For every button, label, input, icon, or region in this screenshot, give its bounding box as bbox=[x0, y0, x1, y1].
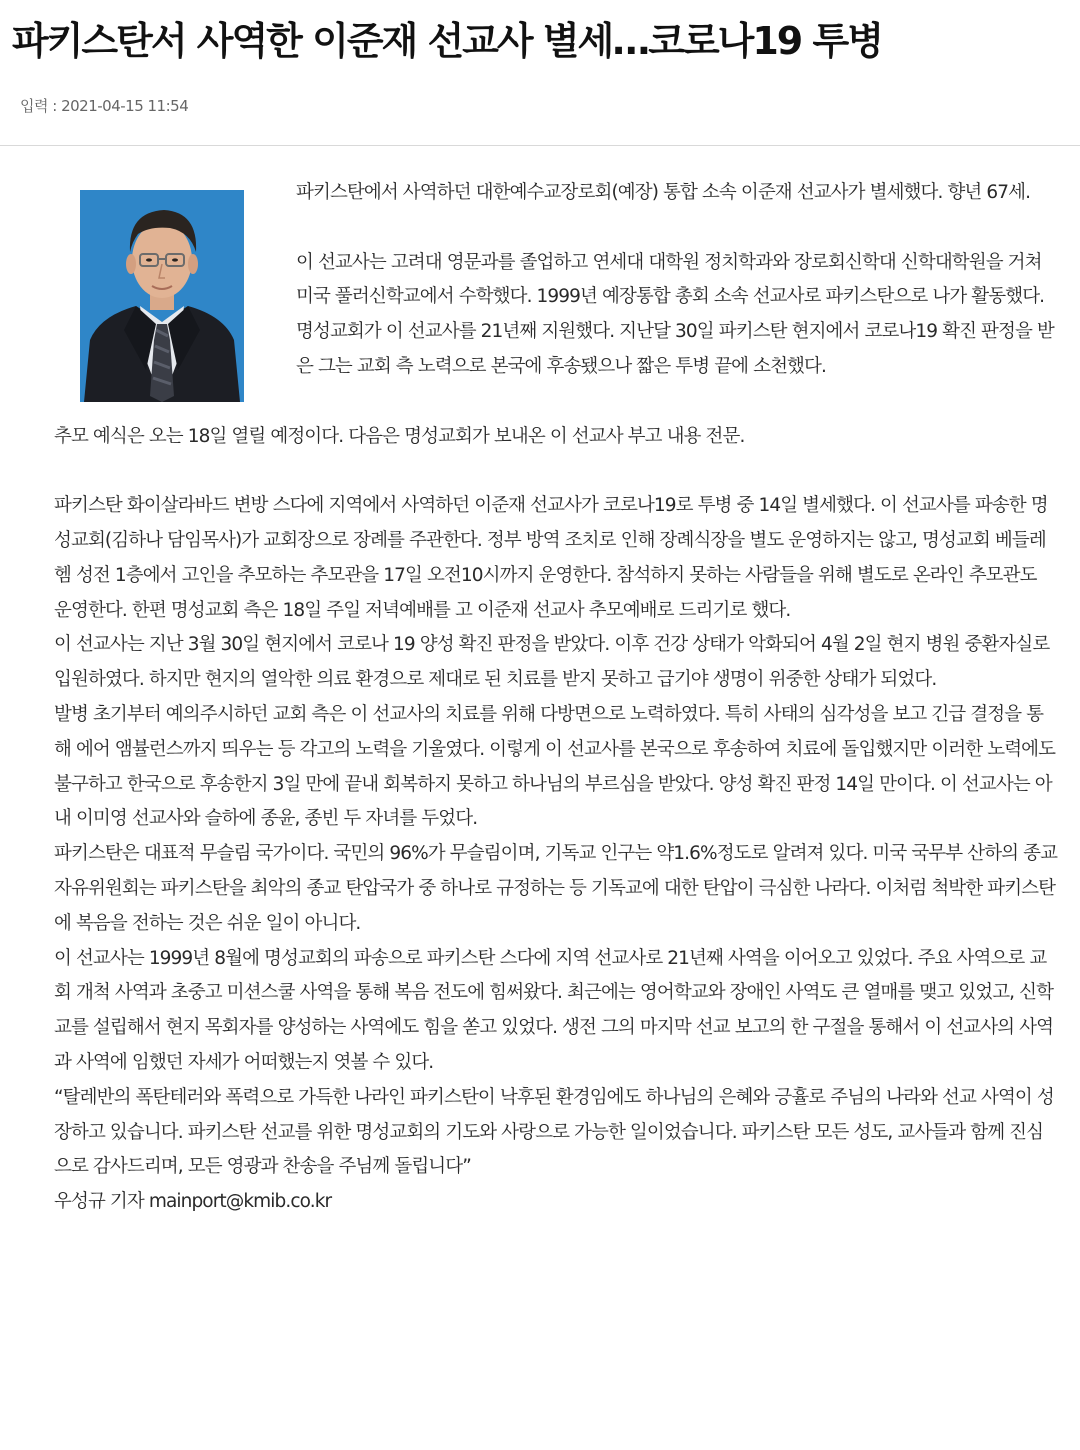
header-divider bbox=[0, 145, 1080, 146]
missionary-quote: “탈레반의 폭탄테러와 폭력으로 가득한 나라인 파키스탄이 낙후된 환경임에도 하나님의 은혜와 긍휼로 주님의 나라와 선교 사역이 성장하고 있습니다. 파키스탄 선교를 위한 명성교회의 기도와 사랑으로 가능한 일이었습니다. 파키스탄 모든 성도, 교사들과 함께 진심으로 감사드리며, 모든 영광과 찬송을 주님께 돌립니다” bbox=[54, 1086, 1054, 1178]
obituary-paragraph: 이 선교사는 지난 3월 30일 현지에서 코로나 19 양성 확진 판정을 받았다. 이후 건강 상태가 악화되어 4월 2일 현지 병원 중환자실로 입원하였다. 하지만 현지의 열악한 의료 환경으로 제대로 된 치료를 받지 못하고 급기야 생명이 위중한 상태가 되었다. bbox=[54, 634, 1050, 691]
article-paragraph: 파키스탄에서 사역하던 대한예수교장로회(예장) 통합 소속 이준재 선교사가 별세했다. 향년 67세. bbox=[296, 182, 1031, 203]
article-body bbox=[54, 176, 1058, 1220]
obituary-paragraph: 발병 초기부터 예의주시하던 교회 측은 이 선교사의 치료를 위해 다방면으로 노력하였다. 특히 사태의 심각성을 보고 긴급 결정을 통해 에어 앰뷸런스까지 띄우는 등 각고의 노력을 기울였다. 이렇게 이 선교사를 본국으로 후송하여 치료에 돌입했지만 이러한 노력에도 불구하고 한국으로 후송한지 3일 만에 끝내 회복하지 못하고 하나님의 부르심을 받았다. 양성 확진 판정 14일 만이다. 이 선교사는 아내 이미영 선교사와 슬하에 종윤, 종빈 두 자녀를 두었다. bbox=[54, 703, 1056, 830]
obituary-paragraph: 이 선교사는 1999년 8월에 명성교회의 파송으로 파키스탄 스다에 지역 선교사로 21년째 사역을 이어오고 있었다. 주요 사역으로 교회 개척 사역과 초중고 미션스쿨 사역을 통해 복음 전도에 힘써왔다. 최근에는 영어학교와 장애인 사역도 큰 열매를 맺고 있었고, 신학교를 설립해서 현지 목회자를 양성하는 사역에도 힘을 쏟고 있었다. 생전 그의 마지막 선교 보고의 한 구절을 통해서 이 선교사의 사역과 사역에 임했던 자세가 어떠했는지 엿볼 수 있다. bbox=[54, 947, 1054, 1073]
obituary-paragraph: 파키스탄은 대표적 무슬림 국가이다. 국민의 96%가 무슬림이며, 기독교 인구는 약1.6%정도로 알려져 있다. 미국 국무부 산하의 종교자유위원회는 파키스탄을 최악의 종교 탄압국가 중 하나로 규정하는 등 기독교에 대한 탄압이 극심한 나라다. 이처럼 척박한 파키스탄에 복음을 전하는 것은 쉬운 일이 아니다. bbox=[54, 843, 1058, 934]
article-dateline: 입력 : 2021-04-15 11:54 bbox=[20, 97, 189, 115]
article-header bbox=[0, 0, 1080, 116]
article-paragraph: 추모 예식은 오는 18일 열릴 예정이다. 다음은 명성교회가 보내온 이 선교사 부고 내용 전문. bbox=[54, 425, 745, 447]
missionary-photo bbox=[80, 190, 244, 402]
obituary-paragraph: 파키스탄 화이살라바드 변방 스다에 지역에서 사역하던 이준재 선교사가 코로나19로 투병 중 14일 별세했다. 이 선교사를 파송한 명성교회(김하나 담임목사)가 교회장으로 장례를 주관한다. 정부 방역 조치로 인해 장례식장을 별도 운영하지는 않고, 명성교회 베들레헴 성전 1층에서 고인을 추모하는 추모관을 17일 오전10시까지 운영한다. 참석하지 못하는 사람들을 위해 별도로 온라인 추모관도 운영한다. 한편 명성교회 측은 18일 주일 저녁예배를 고 이준재 선교사 추모예배로 드리기로 했다. bbox=[54, 495, 1048, 621]
article-paragraph: 이 선교사는 고려대 영문과를 졸업하고 연세대 대학원 정치학과와 장로회신학대 신학대학원을 거쳐 미국 풀러신학교에서 수학했다. 1999년 예장통합 총회 소속 선교사로 파키스탄으로 나가 활동했다. 명성교회가 이 선교사를 21년째 지원했다. 지난달 30일 파키스탄 현지에서 코로나19 확진 판정을 받은 그는 교회 측 노력으로 본국에 후송됐으나 짧은 투병 끝에 소천했다. bbox=[296, 251, 1054, 377]
article-headline: 파키스탄서 사역한 이준재 선교사 별세…코로나19 투병 bbox=[12, 19, 882, 63]
reporter-byline: 우성규 기자 mainport@kmib.co.kr bbox=[54, 1191, 332, 1213]
